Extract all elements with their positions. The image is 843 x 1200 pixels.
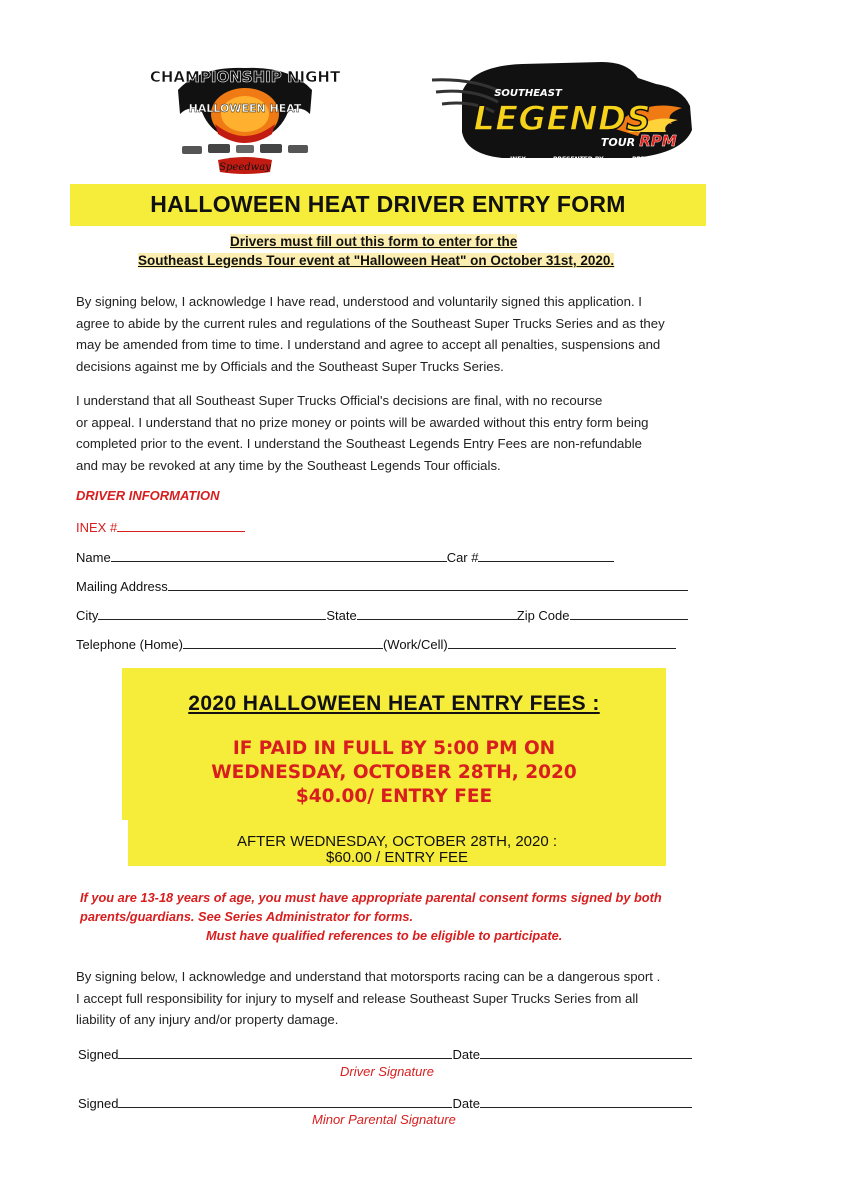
officials-paragraph	[76, 390, 716, 477]
name-input-line[interactable]	[111, 548, 447, 562]
driver-info-heading: DRIVER INFORMATION	[76, 488, 220, 503]
driver-date-line[interactable]	[480, 1045, 692, 1059]
southeast-legends-tour-logo	[432, 58, 702, 170]
logo-right-rpm-text: RPM	[639, 132, 677, 150]
minor-date-line[interactable]	[480, 1094, 692, 1108]
signed-label: Signed	[78, 1096, 119, 1111]
state-label: State	[326, 608, 357, 623]
championship-night-logo	[149, 56, 341, 186]
logo-right-tour-text: TOUR	[600, 136, 636, 149]
zip-label: Zip Code	[516, 608, 570, 623]
state-input-line[interactable]	[357, 606, 517, 620]
text-line: may be amended from time to time. I understand and agree to accept all penalties, suspensions and	[76, 337, 661, 353]
minor-note-line-3: Must have qualified references to be eligible to participate.	[206, 928, 563, 943]
text-line: By signing below, I acknowledge I have read, understood and voluntarily signed this application. I	[76, 294, 642, 309]
city-label: City	[76, 608, 99, 623]
logo-right-presented-text: PRESENTED BY	[552, 156, 604, 163]
late-fee-line-2: $60.00 / ENTRY FEE	[325, 849, 469, 866]
inex-field[interactable]	[76, 518, 245, 535]
text-line: completed prior to the event. I understand the Southeast Legends Entry Fees are non-refundable	[76, 436, 642, 452]
early-fee-text	[122, 737, 666, 809]
zip-input-line[interactable]	[570, 606, 688, 620]
minor-signature-line[interactable]	[118, 1094, 452, 1108]
minor-consent-note	[80, 888, 720, 945]
signed-label: Signed	[78, 1047, 119, 1062]
city-input-line[interactable]	[98, 606, 326, 620]
text-line: I understand that all Southeast Super Trucks Official's decisions are final, with no recourse	[76, 393, 603, 408]
minor-note-line-1: If you are 13-18 years of age, you must have appropriate parental consent forms signed by both	[80, 890, 662, 905]
phone-home-label: Telephone (Home)	[76, 637, 183, 652]
mailing-label: Mailing Address	[76, 579, 168, 594]
car-label: Car #	[446, 550, 479, 565]
text-line: By signing below, I acknowledge and understand that motorsports racing can be a dangerous sport .	[76, 969, 661, 984]
late-fee-text	[128, 834, 666, 866]
mailing-row	[76, 577, 688, 594]
risk-paragraph	[76, 966, 716, 1031]
early-fee-line-1: IF PAID IN FULL BY 5:00 PM ON	[232, 738, 556, 759]
phone-home-input-line[interactable]	[183, 635, 383, 649]
driver-signature-row	[78, 1045, 692, 1062]
name-label: Name	[76, 550, 111, 565]
minor-note-line-2: parents/guardians. See Series Administrator for forms.	[80, 909, 414, 924]
logo-right-sponsor-text: PERFORMANCE	[632, 156, 684, 163]
text-line: liability of any injury and/or property damage.	[76, 1012, 339, 1028]
subtitle-line-1: Drivers must fill out this form to enter for the	[230, 234, 518, 249]
car-input-line[interactable]	[478, 548, 614, 562]
date-label: Date	[452, 1096, 480, 1111]
logo-left-center-text: HALLOWEEN HEAT	[188, 102, 302, 115]
logo-left-top-text: CHAMPIONSHIP NIGHT	[149, 68, 341, 86]
text-line: or appeal. I understand that no prize money or points will be awarded without this entry form being	[76, 414, 649, 430]
text-line: and may be revoked at any time by the Southeast Legends Tour officials.	[76, 458, 501, 474]
mailing-input-line[interactable]	[168, 577, 688, 591]
text-line: agree to abide by the current rules and regulations of the Southeast Super Trucks Series and as they	[76, 315, 665, 331]
phone-work-input-line[interactable]	[448, 635, 676, 649]
logo-right-inex-text: INEX	[510, 156, 526, 163]
driver-signature-caption: Driver Signature	[340, 1064, 434, 1079]
city-row	[76, 606, 688, 623]
acknowledgement-paragraph	[76, 291, 716, 378]
early-fee-line-3: $40.00/ ENTRY FEE	[295, 786, 493, 807]
telephone-row	[76, 635, 676, 652]
minor-signature-caption: Minor Parental Signature	[312, 1112, 456, 1127]
late-fee-line-1: AFTER WEDNESDAY, OCTOBER 28TH, 2020 :	[236, 833, 558, 850]
date-label: Date	[452, 1047, 480, 1062]
text-line: decisions against me by Officials and the Southeast Super Trucks Series.	[76, 359, 504, 375]
driver-signature-line[interactable]	[118, 1045, 452, 1059]
inex-label: INEX #	[76, 520, 118, 535]
logo-right-main-text: LEGENDS	[473, 99, 651, 139]
inex-input-line[interactable]	[117, 518, 245, 532]
page-title: HALLOWEEN HEAT DRIVER ENTRY FORM	[150, 191, 626, 217]
phone-work-label: (Work/Cell)	[382, 637, 448, 652]
minor-signature-row	[78, 1094, 692, 1111]
logo-right-top-text: SOUTHEAST	[494, 88, 562, 99]
name-row	[76, 548, 614, 565]
text-line: I accept full responsibility for injury to myself and release Southeast Super Trucks Series from all	[76, 990, 639, 1006]
subtitle-line-2: Southeast Legends Tour event at "Halloween Heat" on October 31st, 2020.	[138, 253, 615, 268]
entry-fees-title: 2020 HALLOWEEN HEAT ENTRY FEES :	[188, 692, 600, 715]
logo-left-bottom-text: Speedway	[219, 162, 271, 173]
early-fee-line-2: WEDNESDAY, OCTOBER 28TH, 2020	[211, 762, 577, 783]
